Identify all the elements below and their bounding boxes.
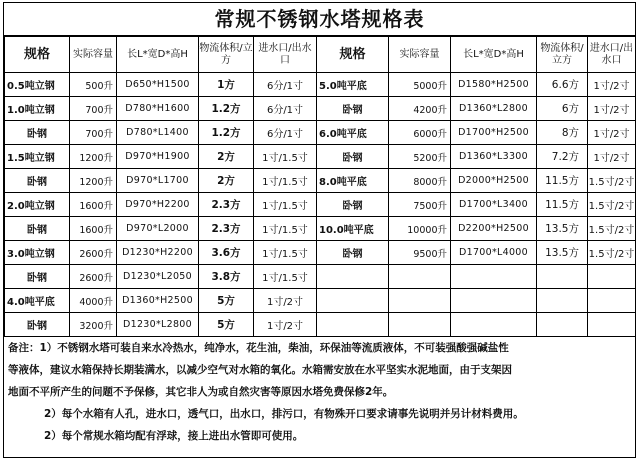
cell-inlet: 1寸/1.5寸 [254,193,317,217]
notes-section [4,337,635,447]
empty-cell [451,289,537,313]
header-capacity: 实际容量 [389,37,451,73]
table-header-row [5,37,636,73]
table-row [5,121,636,145]
header-spec: 规格 [317,37,389,73]
cell-spec: 卧钢 [317,97,389,121]
cell-inlet: 1寸/2寸 [588,145,636,169]
cell-volume: 3.8方 [199,265,254,289]
cell-spec: 2.0吨立钢 [5,193,70,217]
cell-spec: 卧钢 [5,121,70,145]
cell-spec: 卧钢 [317,241,389,265]
cell-capacity: 1200升 [70,145,117,169]
cell-dimension: D2000*H2500 [451,169,537,193]
empty-cell [588,265,636,289]
header-dimension: 长L*宽D*高H [117,37,199,73]
cell-dimension: D1230*L2050 [117,265,199,289]
cell-capacity: 2600升 [70,241,117,265]
table-row [5,97,636,121]
empty-cell [389,289,451,313]
cell-capacity: 6000升 [389,121,451,145]
table-row [5,289,636,313]
cell-capacity: 5000升 [389,73,451,97]
cell-inlet: 1寸/1.5寸 [254,169,317,193]
cell-spec: 卧钢 [5,265,70,289]
cell-capacity: 5200升 [389,145,451,169]
table-row [5,193,636,217]
header-inlet: 进水口/出水口 [254,37,317,73]
spec-table [4,36,636,337]
note-line: 2）每个常规水箱均配有浮球，接上进出水管即可使用。 [44,430,304,442]
cell-spec: 卧钢 [5,217,70,241]
cell-dimension: D780*L1400 [117,121,199,145]
cell-spec: 4.0吨平底 [5,289,70,313]
cell-dimension: D650*H1500 [117,73,199,97]
cell-inlet: 1寸/1.5寸 [254,217,317,241]
cell-capacity: 4200升 [389,97,451,121]
cell-inlet: 1.5寸/2寸 [588,217,636,241]
cell-inlet: 1.5寸/2寸 [588,193,636,217]
cell-spec: 卧钢 [5,313,70,337]
cell-inlet: 1寸/1.5寸 [254,145,317,169]
cell-capacity: 1600升 [70,217,117,241]
empty-cell [451,313,537,337]
sheet-title: 常规不锈钢水塔规格表 [4,3,635,36]
cell-capacity: 9500升 [389,241,451,265]
cell-dimension: D1700*L4000 [451,241,537,265]
cell-spec: 1.0吨立钢 [5,97,70,121]
empty-cell [317,265,389,289]
cell-dimension: D1360*H2500 [117,289,199,313]
cell-inlet: 1寸/2寸 [588,121,636,145]
header-spec: 规格 [5,37,70,73]
empty-cell [588,289,636,313]
cell-capacity: 3200升 [70,313,117,337]
table-row [5,265,636,289]
empty-cell [588,313,636,337]
cell-volume: 2.3方 [199,193,254,217]
cell-spec: 6.0吨平底 [317,121,389,145]
empty-cell [537,265,588,289]
cell-inlet: 6分/1寸 [254,121,317,145]
header-volume: 物流体积/立方 [537,37,588,73]
cell-volume: 1.2方 [199,121,254,145]
cell-volume: 3.6方 [199,241,254,265]
cell-spec: 卧钢 [317,145,389,169]
cell-capacity: 2600升 [70,265,117,289]
empty-cell [389,313,451,337]
cell-inlet: 1.5寸/2寸 [588,241,636,265]
cell-volume: 11.5方 [537,169,588,193]
spec-sheet [3,2,636,458]
cell-inlet: 1寸/2寸 [254,313,317,337]
cell-spec: 5.0吨平底 [317,73,389,97]
cell-volume: 13.5方 [537,217,588,241]
cell-spec: 3.0吨立钢 [5,241,70,265]
cell-volume: 8方 [537,121,588,145]
cell-inlet: 1寸/1.5寸 [254,241,317,265]
cell-dimension: D970*L2000 [117,217,199,241]
cell-capacity: 1200升 [70,169,117,193]
cell-volume: 11.5方 [537,193,588,217]
cell-dimension: D1360*L3300 [451,145,537,169]
cell-volume: 5方 [199,289,254,313]
note-line: 等液体，建议水箱保持长期装满水，以减少空气对水箱的氧化。水箱需安放在水平坚实水泥地面，由于支架因 [8,364,512,376]
cell-spec: 卧钢 [5,169,70,193]
cell-capacity: 8000升 [389,169,451,193]
cell-spec: 8.0吨平底 [317,169,389,193]
cell-dimension: D970*L1700 [117,169,199,193]
cell-inlet: 1寸/2寸 [588,73,636,97]
cell-capacity: 700升 [70,97,117,121]
table-row [5,313,636,337]
cell-volume: 6.6方 [537,73,588,97]
cell-inlet: 1寸/2寸 [254,289,317,313]
table-row [5,73,636,97]
cell-dimension: D1700*H2500 [451,121,537,145]
header-volume: 物流体积/立方 [199,37,254,73]
cell-spec: 卧钢 [317,193,389,217]
cell-dimension: D1700*L3400 [451,193,537,217]
cell-dimension: D2200*H2500 [451,217,537,241]
empty-cell [537,313,588,337]
cell-inlet: 1.5寸/2寸 [588,169,636,193]
cell-dimension: D1580*H2500 [451,73,537,97]
note-line: 备注：1）不锈钢水塔可装自来水冷热水，纯净水，花生油，柴油，环保油等流质液体，不可装强酸强碱盐性 [8,342,509,354]
table-row [5,217,636,241]
header-dimension: 长L*宽D*高H [451,37,537,73]
empty-cell [451,265,537,289]
cell-inlet: 6分/1寸 [254,97,317,121]
table-row [5,145,636,169]
cell-capacity: 500升 [70,73,117,97]
cell-spec: 1.5吨立钢 [5,145,70,169]
cell-volume: 13.5方 [537,241,588,265]
cell-volume: 1方 [199,73,254,97]
header-capacity: 实际容量 [70,37,117,73]
cell-inlet: 1寸/2寸 [588,97,636,121]
cell-spec: 10.0吨平底 [317,217,389,241]
cell-dimension: D970*H2200 [117,193,199,217]
cell-capacity: 7500升 [389,193,451,217]
cell-volume: 2.3方 [199,217,254,241]
cell-capacity: 700升 [70,121,117,145]
header-inlet: 进水口/出水口 [588,37,636,73]
cell-volume: 1.2方 [199,97,254,121]
table-row [5,169,636,193]
cell-dimension: D970*H1900 [117,145,199,169]
note-line: 地面不平所产生的问题不予保修，其它非人为或自然灾害等原因水塔免费保修2年。 [8,386,394,398]
empty-cell [317,289,389,313]
cell-capacity: 10000升 [389,217,451,241]
cell-spec: 0.5吨立钢 [5,73,70,97]
cell-volume: 7.2方 [537,145,588,169]
cell-capacity: 4000升 [70,289,117,313]
cell-dimension: D1230*L2800 [117,313,199,337]
cell-volume: 6方 [537,97,588,121]
empty-cell [317,313,389,337]
cell-volume: 2方 [199,169,254,193]
cell-dimension: D1360*L2800 [451,97,537,121]
table-row [5,241,636,265]
cell-volume: 5方 [199,313,254,337]
empty-cell [537,289,588,313]
cell-dimension: D780*H1600 [117,97,199,121]
empty-cell [389,265,451,289]
cell-dimension: D1230*H2200 [117,241,199,265]
cell-inlet: 1寸/1.5寸 [254,265,317,289]
cell-capacity: 1600升 [70,193,117,217]
cell-volume: 2方 [199,145,254,169]
cell-inlet: 6分/1寸 [254,73,317,97]
note-line: 2）每个水箱有人孔，进水口，透气口，出水口，排污口，有物殊开口要求请事先说明并另计材料费用。 [44,408,524,420]
